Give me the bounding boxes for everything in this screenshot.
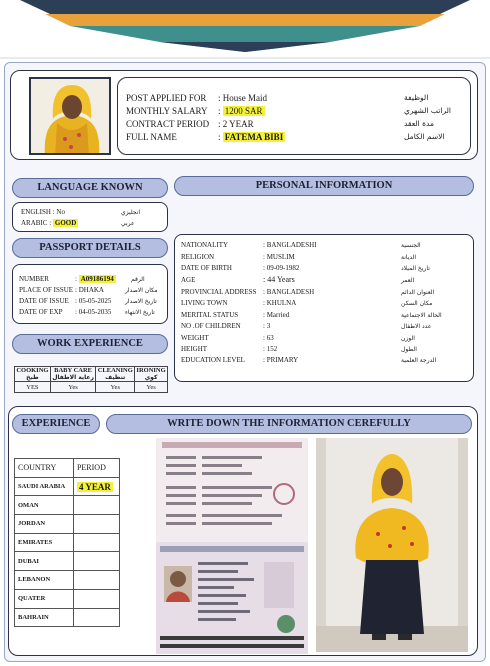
passport-number-ar: الرقم [131,276,145,283]
language-box [12,202,168,232]
children-value: 3 [266,322,271,330]
babycare-ar: رعاية الاطفال [52,374,94,381]
cleaning-value: Yes [96,382,135,393]
post-ar: الوظيفة [404,93,429,102]
babycare-value: Yes [50,382,96,393]
country-cell: DUBAI [15,552,74,571]
name-ar: الاسم الكامل [404,132,445,141]
town-label: LIVING TOWN [181,299,228,307]
table-row [15,608,120,627]
contract-label: CONTRACT PERIOD [126,119,210,129]
country-cell: BAHRAIN [15,608,74,627]
age-value: 44 Years [267,275,295,284]
period-header: PERIOD [73,459,119,478]
weight-ar: الوزن [401,335,415,342]
period-cell [73,533,119,552]
passport-number-value: A09186194 [80,275,114,283]
arabic-value: GOOD [54,219,77,227]
dob-value: 09-09-1982 [266,264,300,272]
table-row [15,515,120,534]
place-ar: مكان الاصدار [125,287,158,294]
marital-value: Married [266,311,290,319]
period-value: 4 YEAR [78,481,111,492]
table-row [15,571,120,590]
salary-value: 1200 SAR [224,106,263,116]
arabic-ar: عربي [121,220,135,227]
education-ar: الدرجة العلمية [401,357,437,364]
full-body-photo [316,438,468,652]
english-row: ENGLISH : No [21,208,65,216]
nationality-label: NATIONALITY [181,241,229,249]
passport-scan-image [156,438,308,654]
nationality-ar: الجنسية [401,242,421,249]
town-ar: مكان السكن [401,300,433,307]
height-value: 152 [266,345,278,353]
table-row [15,477,120,496]
issue-label: DATE OF ISSUE [19,297,69,305]
post-info-box: POST APPLIED FOR : House Maid الوظيفة MONTHLY SALARY : 1200 SAR الراتب الشهري CONTRACT PERIOD : 2 YEAR مدة العقد FULL NAME : FATEMA BIBI الاسم الكامل [117,77,471,155]
nationality-value: BANGLADESHI [266,241,317,249]
height-ar: الطول [401,346,417,353]
applicant-summary-card [10,70,478,160]
babycare-label: BABY CARE [54,367,93,374]
country-cell: QUATER [15,589,74,608]
religion-value: MUSLIM [266,253,295,261]
experience-title: EXPERIENCE [12,414,100,434]
children-label: NO .OF CHILDREN [181,322,241,330]
personal-title: PERSONAL INFORMATION [174,176,474,196]
english-ar: انجليزي [121,209,141,216]
cooking-value: YES [15,382,51,393]
contract-value: 2 YEAR [222,119,254,129]
marital-ar: الحالة الاجتماعية [401,312,442,319]
passport-box: NUMBER : A09186194 الرقم PLACE OF ISSUE : DHAKA مكان الاصدار DATE OF ISSUE : 05-05-2025 تاريخ الاصدار DATE OF EXP : 04-05-2035 تاريخ الانتهاء [12,264,168,324]
table-row [15,589,120,608]
exp-ar: تاريخ الانتهاء [125,309,155,316]
height-label: HEIGHT [181,345,208,353]
religion-ar: الديانة [401,254,417,261]
age-label: AGE [181,276,196,284]
work-col-ironing [135,367,168,382]
place-label: PLACE OF ISSUE [19,286,74,294]
english-value: No [56,208,65,216]
weight-label: WEIGHT [181,334,209,342]
salary-label: MONTHLY SALARY [126,106,208,116]
dob-ar: تاريخ الميلاد [401,265,430,272]
work-col-cooking [15,367,51,382]
ironing-value: Yes [135,382,168,393]
ironing-ar: كوي [144,374,158,381]
contract-ar: مدة العقد [404,119,434,128]
dob-label: DATE OF BIRTH [181,264,232,272]
work-experience-table [14,366,168,393]
experience-country-table [14,458,120,627]
period-cell [73,589,119,608]
period-cell [73,552,119,571]
address-value: BANGLADESH [266,288,315,296]
country-header: COUNTRY [15,459,74,478]
period-cell [73,477,119,496]
country-cell: OMAN [15,496,74,515]
period-cell [73,571,119,590]
town-value: KHULNA [266,299,297,307]
post-label: POST APPLIED FOR [126,93,207,103]
country-cell: SAUDI ARABIA [15,477,74,496]
education-label: EDUCATION LEVEL [181,356,245,364]
work-title: WORK EXPERIENCE [12,334,168,354]
country-cell: JORDAN [15,515,74,534]
age-ar: العمر [401,277,415,284]
exp-label: DATE OF EXP [19,308,63,316]
period-cell [73,515,119,534]
issue-value: 05-05-2025 [78,297,112,305]
period-cell [73,496,119,515]
cooking-label: COOKING [16,367,49,374]
cleaning-label: CLEANING [97,367,133,374]
address-ar: العنوان الدائم [401,289,435,296]
personal-info-box: NATIONALITY : BANGLADESHI الجنسية RELIGION : MUSLIM الديانة DATE OF BIRTH : 09-09-1982 تاريخ الميلاد AGE : 44 Years العمر PROVINCIAL ADDRESS : BANGLADESH العنوان الدائم LIVING TOWN : KHULNA مكان السكن MERITAL STATUS : Married الحالة الاجتماعية NO .OF CHILDREN : 3 عدد الاطفال WEIGHT : 63 الوزن HEIGHT : 152 الطول EDUCATION LEVEL : PRIMARY الدرجة العلمية [174,234,474,382]
issue-ar: تاريخ الاصدار [125,298,157,305]
cooking-ar: طبخ [26,374,39,381]
language-title: LANGUAGE KNOWN [12,178,168,198]
arabic-label: ARABIC [21,219,48,227]
header-banner [0,0,490,62]
address-label: PROVINCIAL ADDRESS [181,288,257,296]
name-value: FATEMA BIBI [224,132,284,142]
religion-label: RELIGION [181,253,215,261]
cleaning-ar: تنظيف [105,374,126,381]
country-cell: LEBANON [15,571,74,590]
exp-value: 04-05-2035 [78,308,112,316]
country-cell: EMIRATES [15,533,74,552]
marital-label: MERITAL STATUS [181,311,239,319]
applicant-photo [29,77,111,155]
name-label: FULL NAME [126,132,177,142]
place-value: DHAKA [78,286,104,294]
work-col-cleaning [96,367,135,382]
salary-ar: الراتب الشهري [404,106,451,115]
table-row [15,552,120,571]
post-value: House Maid [222,93,268,103]
education-value: PRIMARY [266,356,299,364]
write-down-title: WRITE DOWN THE INFORMATION CEREFULLY [106,414,472,434]
english-label: ENGLISH [21,208,51,216]
ironing-label: IRONING [136,367,166,374]
passport-title: PASSPORT DETAILS [12,238,168,258]
arabic-row: ARABIC : GOOD [21,219,77,227]
weight-value: 63 [266,334,274,342]
period-cell [73,608,119,627]
children-ar: عدد الاطفال [401,323,432,330]
table-row [15,533,120,552]
passport-number-label: NUMBER [19,275,49,283]
work-col-babycare [50,367,96,382]
table-row [15,496,120,515]
